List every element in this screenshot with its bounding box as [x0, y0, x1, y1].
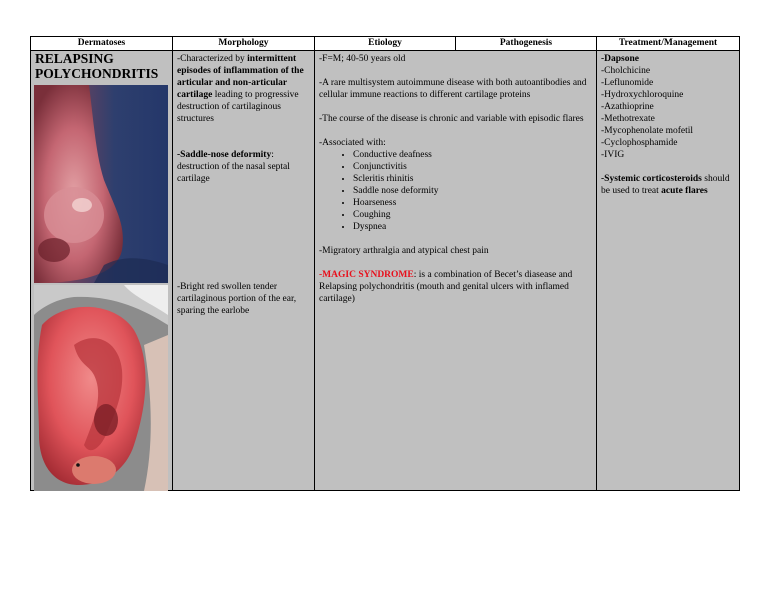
treatment-item: -Hydroxychloroquine: [601, 90, 684, 100]
nose-photo: [34, 85, 168, 283]
dermatoses-table: [30, 36, 740, 491]
treatment-dapsone: -Dapsone: [601, 54, 640, 64]
morphology-cell: [173, 51, 315, 490]
list-item: • Scleritis rhinitis: [353, 173, 592, 185]
list-item: • Hoarseness: [353, 197, 592, 209]
header-pathogenesis: Pathogenesis: [456, 37, 597, 50]
etiology-demographics: -F=M; 40-50 years old: [319, 54, 406, 64]
morphology-ear: -Bright red swollen tender cartilaginous portion of the ear, sparing the earlobe: [177, 282, 297, 316]
etiology-course: -The course of the disease is chronic and variable with episodic flares: [319, 114, 584, 124]
list-item: • Conductive deafness: [353, 149, 592, 161]
dermatoses-cell: [31, 51, 173, 490]
etiology-autoimmune: -A rare multisystem autoimmune disease with both autoantibodies and cellular immune reactions to different cartilage proteins: [319, 78, 587, 100]
disease-title: RELAPSING POLYCHONDRITIS: [35, 51, 159, 81]
morphology-saddle-nose: -Saddle-nose deformity: destruction of the nasal septal cartilage: [177, 150, 290, 184]
treatment-cell: [597, 51, 739, 490]
treatment-item: -Cholchicine: [601, 66, 651, 76]
list-item: • Coughing: [353, 209, 592, 221]
etiology-arthralgia: -Migratory arthralgia and atypical chest pain: [319, 246, 489, 256]
treatment-item: -Leflunomide: [601, 78, 654, 88]
treatment-item: -IVIG: [601, 150, 625, 160]
etiology-associated-label: -Associated with:: [319, 138, 386, 148]
header-morphology: Morphology: [173, 37, 315, 50]
list-item: • Dyspnea: [353, 221, 592, 233]
morphology-intro: -Characterized by intermittent episodes of inflammation of the articular and non-articular cartilage leading to progressive destruction of cartilaginous structures: [177, 54, 304, 124]
etiology-cell: [315, 51, 597, 490]
associated-list: [319, 149, 592, 233]
treatment-item: -Azathioprine: [601, 102, 654, 112]
list-item: • Saddle nose deformity: [353, 185, 592, 197]
treatment-item: -Cyclophosphamide: [601, 138, 678, 148]
treatment-item: -Methotrexate: [601, 114, 655, 124]
header-etiology: Etiology: [315, 37, 456, 50]
ear-photo: [34, 285, 168, 491]
header-dermatoses: Dermatoses: [31, 37, 173, 50]
treatment-steroid-note: -Systemic corticosteroids should be used to treat acute flares: [601, 174, 730, 196]
magic-syndrome-note: -MAGIC SYNDROME: is a combination of Becet’s diasease and Relapsing polychondritis (mouth and genital ulcers with inflamed cartilage): [319, 270, 573, 304]
header-treatment: Treatment/Management: [597, 37, 739, 50]
list-item: • Conjunctivitis: [353, 161, 592, 173]
treatment-item: -Mycophenolate mofetil: [601, 126, 694, 136]
